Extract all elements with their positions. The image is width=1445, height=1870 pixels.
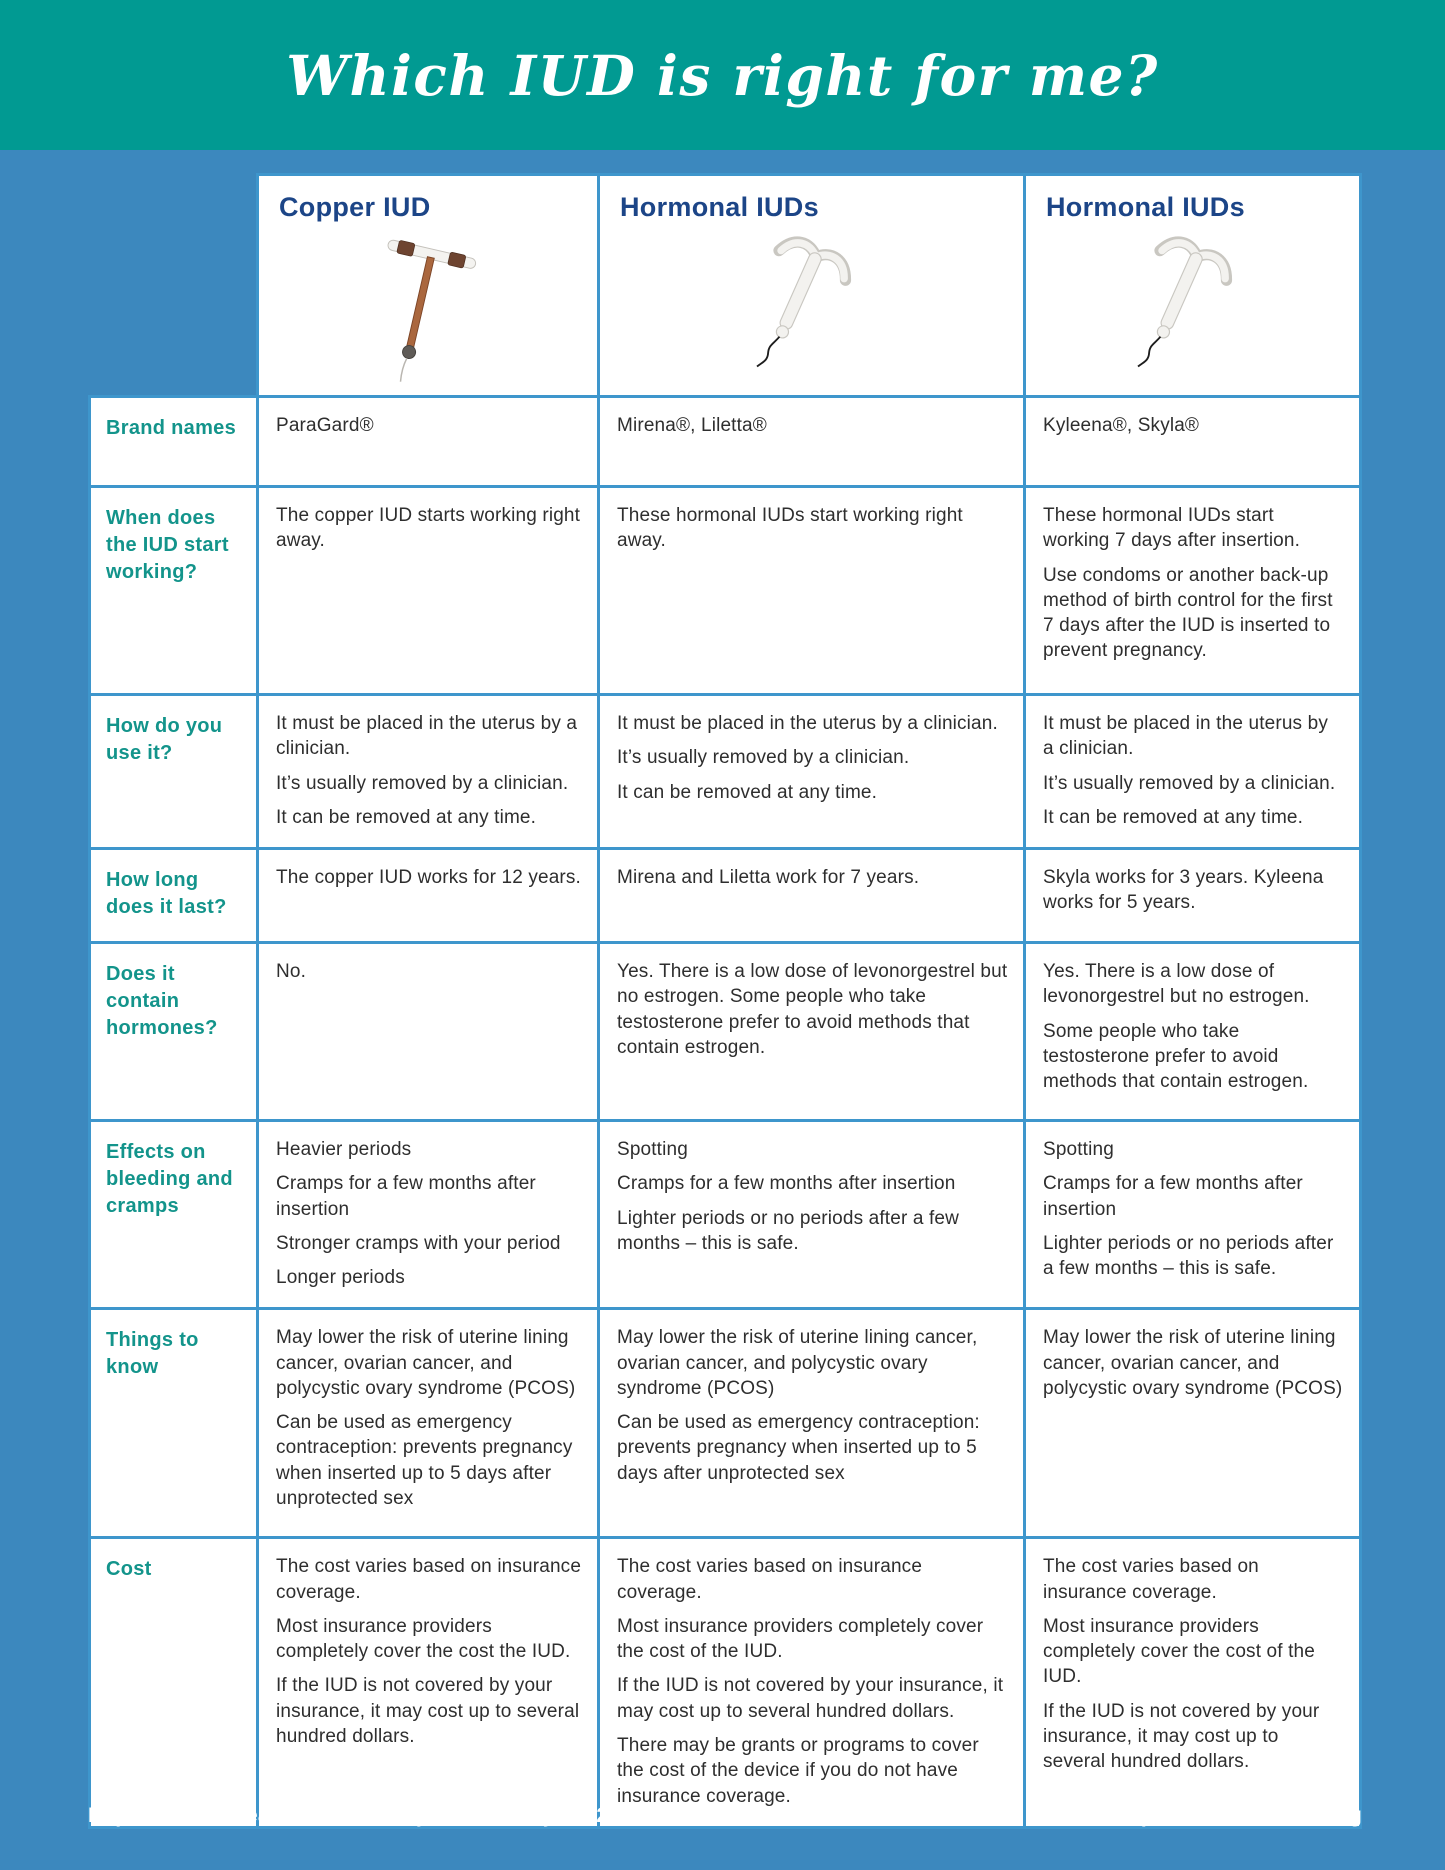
table-cell-effects-on-bleeding-and-cramps-col1 (256, 1119, 597, 1307)
hormonal-iud-image (1130, 223, 1261, 391)
cell-paragraph: Most insurance providers completely cover the cost of the IUD. (1043, 1615, 1315, 1688)
cell-paragraph: May lower the risk of uterine lining cancer, ovarian cancer, and polycystic ovary syndrome (PCOS) (617, 1327, 978, 1399)
cell-paragraph: Mirena and Liletta work for 7 years. (617, 867, 920, 889)
table-cell-how-long-does-it-last-col1 (256, 847, 597, 941)
table-cell-how-do-you-use-it-col3 (1023, 693, 1362, 847)
row-label-text: Does it contain hormones? (106, 963, 218, 1040)
cell-paragraph: The copper IUD works for 12 years. (276, 867, 581, 889)
cell-paragraph: It must be placed in the uterus by a clinician. (1043, 713, 1328, 760)
table-cell-things-to-know-col3 (1023, 1307, 1362, 1536)
cell-paragraph: Yes. There is a low dose of levonorgestrel but no estrogen. (1043, 961, 1310, 1008)
cell-paragraph: If the IUD is not covered by your insurance, it may cost up to several hundred dollars. (1043, 1700, 1320, 1773)
row-label-brand-names (88, 395, 256, 485)
table-cell-brand-names-col1 (256, 395, 597, 485)
cell-paragraph: Lighter periods or no periods after a few months – this is safe. (617, 1207, 960, 1254)
copper-iud-image (366, 223, 497, 391)
cell-paragraph: Can be used as emergency contraception: prevents pregnancy when inserted up to 5 days after unprotected sex (276, 1412, 573, 1509)
row-label-text: Cost (106, 1558, 152, 1581)
table-cell-does-it-contain-hormones-col2 (597, 941, 1023, 1119)
table-cell-things-to-know-col2 (597, 1307, 1023, 1536)
table-cell-cost-col2 (597, 1536, 1023, 1828)
cell-paragraph: The cost varies based on insurance coverage. (617, 1556, 923, 1603)
row-label-effects-on-bleeding-and-cramps (88, 1119, 256, 1307)
row-label-text: When does the IUD start working? (106, 507, 229, 583)
cell-paragraph: Cramps for a few months after insertion (276, 1173, 536, 1220)
page-title: Which IUD is right for me? (286, 42, 1159, 108)
cell-paragraph: If the IUD is not covered by your insurance, it may cost up to several hundred dollars. (617, 1675, 1004, 1722)
table-cell-effects-on-bleeding-and-cramps-col2 (597, 1119, 1023, 1307)
cell-paragraph: Use condoms or another back-up method of birth control for the first 7 days after the IUD is inserted to prevent pregnancy. (1043, 564, 1333, 662)
column-header-hormonal-iuds-2 (1023, 173, 1362, 395)
table-corner-spacer (88, 173, 256, 395)
cell-paragraph: Skyla works for 3 years. Kyleena works for 5 years. (1043, 867, 1324, 914)
row-label-text: Effects on bleeding and cramps (106, 1141, 233, 1218)
table-cell-effects-on-bleeding-and-cramps-col3 (1023, 1119, 1362, 1307)
table-cell-does-it-contain-hormones-col3 (1023, 941, 1362, 1119)
cell-paragraph: It can be removed at any time. (617, 781, 878, 803)
cell-paragraph: Most insurance providers completely cover the cost the IUD. (276, 1615, 571, 1663)
footer-website-text: www.reproductiveaccess.org (1065, 1804, 1362, 1827)
cell-paragraph: Spotting (617, 1139, 688, 1161)
row-label-text: Brand names (106, 417, 237, 439)
cell-paragraph: Spotting (1043, 1139, 1114, 1161)
table-cell-brand-names-col2 (597, 395, 1023, 485)
table-cell-cost-col1 (256, 1536, 597, 1828)
cell-paragraph: Stronger cramps with your period (276, 1232, 561, 1254)
cell-paragraph: Mirena®, Liletta® (617, 415, 767, 436)
row-label-text: Things to know (106, 1329, 199, 1379)
cell-paragraph: Heavier periods (276, 1139, 412, 1161)
cell-paragraph: Lighter periods or no periods after a few months – this is safe. (1043, 1232, 1334, 1280)
cell-paragraph: Cramps for a few months after insertion (1043, 1173, 1303, 1220)
cell-paragraph: It’s usually removed by a clinician. (617, 747, 910, 769)
table-cell-things-to-know-col1 (256, 1307, 597, 1536)
hormonal-iud-image (749, 223, 880, 391)
cell-paragraph: Kyleena®, Skyla® (1043, 415, 1200, 436)
table-cell-cost-col3 (1023, 1536, 1362, 1828)
column-header-copper-iud (256, 173, 597, 395)
row-label-text: How long does it last? (106, 869, 227, 919)
page-footer (88, 1804, 1362, 1828)
table-cell-how-long-does-it-last-col2 (597, 847, 1023, 941)
table-cell-how-do-you-use-it-col1 (256, 693, 597, 847)
table-cell-how-do-you-use-it-col2 (597, 693, 1023, 847)
table-cell-when-does-the-iud-start-working-col2 (597, 485, 1023, 693)
cell-paragraph: Can be used as emergency contraception: prevents pregnancy when inserted up to 5 days after unprotected sex (617, 1412, 980, 1484)
table-cell-when-does-the-iud-start-working-col3 (1023, 485, 1362, 693)
cell-paragraph: The cost varies based on insurance coverage. (1043, 1556, 1259, 1603)
cell-paragraph: ParaGard® (276, 415, 374, 436)
footer-source-text: Reproductive Health Access Project / January 2022 (88, 1804, 609, 1827)
cell-paragraph: It’s usually removed by a clinician. (276, 772, 569, 794)
cell-paragraph: It’s usually removed by a clinician. (1043, 772, 1336, 794)
cell-paragraph: Longer periods (276, 1267, 405, 1289)
column-title: Hormonal IUDs (1046, 192, 1245, 222)
cell-paragraph: Most insurance providers completely cover the cost of the IUD. (617, 1615, 984, 1663)
table-cell-how-long-does-it-last-col3 (1023, 847, 1362, 941)
cell-paragraph: It must be placed in the uterus by a clinician. (617, 713, 998, 734)
column-title: Copper IUD (279, 192, 431, 222)
row-label-when-does-the-iud-start-working (88, 485, 256, 693)
cell-paragraph: May lower the risk of uterine lining cancer, ovarian cancer, and polycystic ovary syndrome (PCOS) (1043, 1327, 1343, 1399)
table-cell-does-it-contain-hormones-col1 (256, 941, 597, 1119)
column-header-hormonal-iuds-1 (597, 173, 1023, 395)
table-cell-when-does-the-iud-start-working-col1 (256, 485, 597, 693)
cell-paragraph: Yes. There is a low dose of levonorgestrel but no estrogen. Some people who take testosterone prefer to avoid methods that contain estrogen. (617, 961, 1008, 1058)
row-label-does-it-contain-hormones (88, 941, 256, 1119)
cell-paragraph: These hormonal IUDs start working 7 days after insertion. (1043, 505, 1301, 552)
column-title: Hormonal IUDs (620, 192, 819, 222)
cell-paragraph: Some people who take testosterone prefer to avoid methods that contain estrogen. (1043, 1020, 1309, 1093)
cell-paragraph: If the IUD is not covered by your insurance, it may cost up to several hundred dollars. (276, 1675, 580, 1747)
row-label-how-long-does-it-last (88, 847, 256, 941)
cell-paragraph: It can be removed at any time. (276, 806, 537, 828)
title-banner (0, 0, 1445, 150)
cell-paragraph: No. (276, 961, 307, 983)
row-label-things-to-know (88, 1307, 256, 1536)
cell-paragraph: The cost varies based on insurance coverage. (276, 1556, 582, 1603)
row-label-text: How do you use it? (106, 715, 223, 764)
cell-paragraph: The copper IUD starts working right away. (276, 505, 581, 552)
table-cell-brand-names-col3 (1023, 395, 1362, 485)
cell-paragraph: There may be grants or programs to cover the cost of the device if you do not have insurance coverage. (617, 1734, 979, 1807)
cell-paragraph: It must be placed in the uterus by a clinician. (276, 713, 578, 760)
comparison-table (88, 173, 1362, 1829)
cell-paragraph: It can be removed at any time. (1043, 806, 1304, 828)
row-label-how-do-you-use-it (88, 693, 256, 847)
cell-paragraph: Cramps for a few months after insertion (617, 1173, 956, 1195)
row-label-cost (88, 1536, 256, 1828)
cell-paragraph: These hormonal IUDs start working right away. (617, 505, 963, 552)
cell-paragraph: May lower the risk of uterine lining cancer, ovarian cancer, and polycystic ovary syndrome (PCOS) (276, 1327, 576, 1399)
